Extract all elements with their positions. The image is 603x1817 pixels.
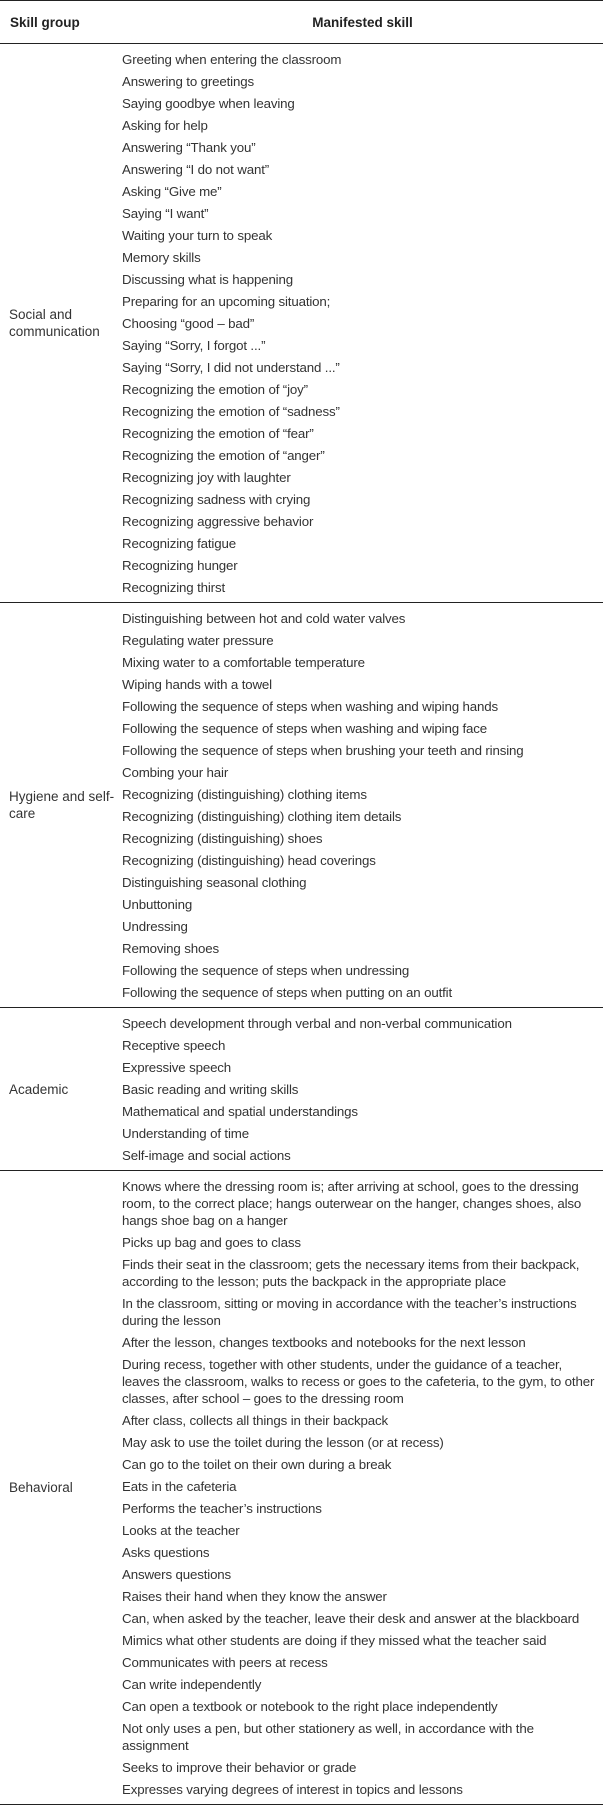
skill-item: Can, when asked by the teacher, leave their desk and answer at the blackboard <box>122 1610 580 1626</box>
header-skill-group: Skill group <box>0 1 122 44</box>
skill-item: Following the sequence of steps when putting on an outfit <box>122 984 453 1000</box>
skill-item: Recognizing fatigue <box>122 535 236 551</box>
skill-item: Receptive speech <box>122 1037 226 1053</box>
skill-item: Answering to greetings <box>122 73 254 89</box>
skill-item: Asking for help <box>122 117 208 133</box>
skill-group-name: Behavioral <box>0 1171 122 1805</box>
skill-item: Saying goodbye when leaving <box>122 95 295 111</box>
skill-item: Expresses varying degrees of interest in topics and lessons <box>122 1781 463 1797</box>
skill-item: After class, collects all things in their backpack <box>122 1412 388 1428</box>
skill-item: Recognizing sadness with crying <box>122 491 311 507</box>
skill-item: Eats in the cafeteria <box>122 1478 237 1494</box>
skill-list <box>122 44 603 603</box>
skill-item: Looks at the teacher <box>122 1522 240 1538</box>
skill-item: Recognizing joy with laughter <box>122 469 291 485</box>
skill-item: Combing your hair <box>122 764 229 780</box>
skill-item: Mathematical and spatial understandings <box>122 1103 358 1119</box>
skill-item: Recognizing (distinguishing) head coverings <box>122 852 376 868</box>
skill-item: Raises their hand when they know the answer <box>122 1588 387 1604</box>
skill-item: Following the sequence of steps when undressing <box>122 962 410 978</box>
skill-item: Basic reading and writing skills <box>122 1081 299 1097</box>
skill-item: Recognizing the emotion of “fear” <box>122 425 314 441</box>
skill-item: Saying “Sorry, I did not understand ...” <box>122 359 340 375</box>
group-row <box>0 1171 603 1805</box>
group-row <box>0 603 603 1008</box>
skill-item: Removing shoes <box>122 940 219 956</box>
skill-group-name: Hygiene and self-care <box>0 603 122 1008</box>
skill-item: Recognizing (distinguishing) shoes <box>122 830 323 846</box>
skill-item: Following the sequence of steps when brushing your teeth and rinsing <box>122 742 524 758</box>
skill-item: Distinguishing between hot and cold water valves <box>122 610 406 626</box>
skill-item: Asking “Give me” <box>122 183 222 199</box>
skill-item: Recognizing the emotion of “anger” <box>122 447 325 463</box>
skill-item: Not only uses a pen, but other stationery as well, in accordance with the assignment <box>122 1720 534 1753</box>
group-row <box>0 1008 603 1171</box>
skill-item: Finds their seat in the classroom; gets the necessary items from their backpack, according to the lesson; puts the backpack in the appropriate place <box>122 1256 580 1289</box>
skill-item: Recognizing (distinguishing) clothing items <box>122 786 367 802</box>
group-row <box>0 44 603 603</box>
skill-group-name: Social and communication <box>0 44 122 603</box>
skill-item: Memory skills <box>122 249 201 265</box>
skill-item: Undressing <box>122 918 188 934</box>
skill-item: Discussing what is happening <box>122 271 293 287</box>
skill-item: Mimics what other students are doing if they missed what the teacher said <box>122 1632 547 1648</box>
table-body <box>0 44 603 1805</box>
skill-item: Preparing for an upcoming situation; <box>122 293 331 309</box>
skill-item: Understanding of time <box>122 1125 249 1141</box>
skill-item: Answers questions <box>122 1566 232 1582</box>
skill-item: Following the sequence of steps when washing and wiping hands <box>122 698 498 714</box>
skill-item: Recognizing the emotion of “joy” <box>122 381 308 397</box>
skill-item: Regulating water pressure <box>122 632 274 648</box>
skill-group-name: Academic <box>0 1008 122 1171</box>
skill-item: Waiting your turn to speak <box>122 227 273 243</box>
skill-item: Knows where the dressing room is; after arriving at school, goes to the dressing room, to the correct place; hangs outerwear on the hanger, changes shoes, also hangs shoe bag on a hanger <box>122 1178 582 1228</box>
skill-item: Can open a textbook or notebook to the right place independently <box>122 1698 498 1714</box>
skill-item: Can go to the toilet on their own during a break <box>122 1456 392 1472</box>
skill-item: Greeting when entering the classroom <box>122 51 342 67</box>
skill-item: Choosing “good – bad” <box>122 315 255 331</box>
skill-item: Wiping hands with a towel <box>122 676 272 692</box>
skill-item: Recognizing the emotion of “sadness” <box>122 403 340 419</box>
skill-list <box>122 1008 603 1171</box>
skill-item: Answering “Thank you” <box>122 139 256 155</box>
skill-item: Picks up bag and goes to class <box>122 1234 301 1250</box>
skill-item: Answering “I do not want” <box>122 161 270 177</box>
skill-item: Saying “I want” <box>122 205 209 221</box>
skill-item: Distinguishing seasonal clothing <box>122 874 307 890</box>
skill-item: Seeks to improve their behavior or grade <box>122 1759 357 1775</box>
skill-item: Saying “Sorry, I forgot ...” <box>122 337 266 353</box>
skill-item: Performs the teacher’s instructions <box>122 1500 322 1516</box>
header-row <box>0 1 603 44</box>
header-manifested-skill: Manifested skill <box>122 1 603 44</box>
skill-item: During recess, together with other students, under the guidance of a teacher, leaves the classroom, walks to recess or goes to the cafeteria, to the gym, to other classes, after school – goes to the dressing room <box>122 1356 595 1406</box>
skill-item: Mixing water to a comfortable temperature <box>122 654 365 670</box>
skill-item: Following the sequence of steps when washing and wiping face <box>122 720 488 736</box>
skill-item: Recognizing hunger <box>122 557 238 573</box>
skill-item: After the lesson, changes textbooks and notebooks for the next lesson <box>122 1334 526 1350</box>
skill-item: Can write independently <box>122 1676 262 1692</box>
skill-list <box>122 1171 603 1805</box>
skill-item: Communicates with peers at recess <box>122 1654 328 1670</box>
skill-item: May ask to use the toilet during the lesson (or at recess) <box>122 1434 444 1450</box>
skill-item: In the classroom, sitting or moving in accordance with the teacher’s instructions during the lesson <box>122 1295 577 1328</box>
skill-item: Recognizing (distinguishing) clothing item details <box>122 808 402 824</box>
skill-item: Recognizing aggressive behavior <box>122 513 314 529</box>
skill-item: Unbuttoning <box>122 896 193 912</box>
skill-item: Recognizing thirst <box>122 579 225 595</box>
skill-item: Asks questions <box>122 1544 210 1560</box>
skill-item: Expressive speech <box>122 1059 232 1075</box>
skill-item: Speech development through verbal and non-verbal communication <box>122 1015 512 1031</box>
skill-list <box>122 603 603 1008</box>
skill-item: Self-image and social actions <box>122 1147 291 1163</box>
